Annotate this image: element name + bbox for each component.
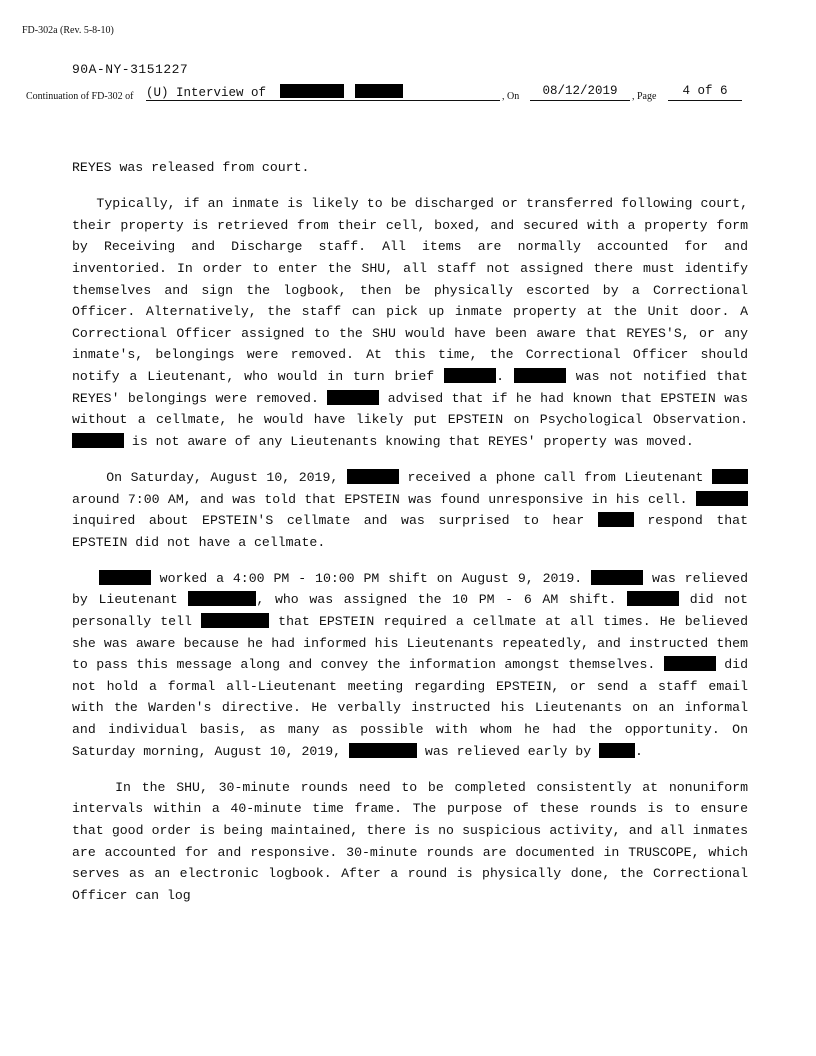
paragraph-text: inquired about EPSTEIN'S cellmate and was surprised to hear: [72, 513, 585, 529]
file-number: 90A-NY-3151227: [72, 62, 189, 77]
redaction-box: [188, 591, 256, 606]
page-number-field: 4 of 6: [668, 84, 742, 101]
paragraph-text: worked a 4:00 PM - 10:00 PM shift on August 9, 2019.: [159, 570, 583, 586]
paragraph-text: did not personally tell: [72, 592, 748, 630]
redaction-box: [664, 656, 716, 671]
paragraph-text: was not notified that REYES' belongings were removed.: [72, 368, 748, 406]
paragraph-text: In the SHU, 30-minute rounds need to be completed consistently at nonuniform intervals within a 40-minute time frame. The purpose of these rounds is to ensure that good order is being maintained, there is no suspicious activity, and all inmates are accounted for and responsive. 30-minute rounds are documented in TRUSCOPE, which serves as an electronic logbook. After a round is physically done, the Correctional Officer can log: [72, 779, 748, 903]
subject-field: [146, 84, 500, 101]
redaction-box: [712, 469, 748, 484]
redaction-box: [444, 368, 496, 383]
continuation-line: [26, 84, 786, 104]
paragraph-text: On Saturday, August 10, 2019,: [106, 469, 339, 485]
form-code: FD-302a (Rev. 5-8-10): [22, 25, 114, 36]
paragraph-text: .: [635, 743, 643, 759]
redaction-box: [355, 84, 403, 98]
paragraph-text: that EPSTEIN required a cellmate at all times. He believed she was aware because he had informed his Lieutenants repeatedly, and instructed them to pass this message along and convey the information amongst themselves.: [72, 614, 748, 673]
redaction-box: [627, 591, 679, 606]
redaction-box: [327, 390, 379, 405]
paragraph-text: Typically, if an inmate is likely to be discharged or transferred following court, their property is retrieved from their cell, boxed, and secured with a property form by Receiving and Discharge staff. All items are normally accounted for and inventoried. In order to enter the SHU, all staff not assigned there must identify themselves and sign the logbook, then be physically escorted by a Correctional Officer. Alternatively, the staff can pick up inmate property at the Unit door. A Correctional Officer assigned to the SHU would have been aware that REYES'S, or any inmate's, belongings were removed. At this time, the Correctional Officer should notify a Lieutenant, who would in turn brief: [72, 196, 748, 384]
on-label: , On: [502, 91, 520, 102]
subject-text: (U) Interview of: [146, 86, 267, 100]
paragraph-text: REYES was released from court.: [72, 160, 310, 175]
continuation-label: Continuation of FD-302 of: [26, 91, 134, 102]
redaction-box: [201, 613, 269, 628]
paragraph-text: was relieved by Lieutenant: [72, 570, 748, 608]
redaction-box: [72, 433, 124, 448]
redaction-box: [591, 570, 643, 585]
paragraph-text: respond that EPSTEIN did not have a cellmate.: [72, 513, 748, 550]
redaction-box: [99, 570, 151, 585]
redaction-box: [598, 512, 634, 527]
redaction-box: [349, 743, 417, 758]
paragraph: [72, 568, 748, 762]
paragraph-text: .: [496, 368, 504, 384]
redaction-box: [280, 84, 344, 98]
paragraph-text: was relieved early by: [424, 743, 592, 759]
paragraph-text: advised that if he had known that EPSTEIN was without a cellmate, he would have likely put EPSTEIN on Psychological Observation.: [72, 390, 748, 428]
paragraph: [72, 157, 748, 179]
redaction-box: [347, 469, 399, 484]
paragraph-text: around 7:00 AM, and was told that EPSTEIN was found unresponsive in his cell.: [72, 491, 688, 507]
paragraph: [72, 777, 748, 907]
date-field: 08/12/2019: [530, 84, 630, 101]
paragraph-text: did not hold a formal all-Lieutenant meeting regarding EPSTEIN, or send a staff email with the Warden's directive. He verbally instructed his Lieutenants on an informal and individual basis, as many as possible with whom he had the opportunity. On Saturday morning, August 10, 2019,: [72, 657, 748, 759]
redaction-box: [696, 491, 748, 506]
paragraph-text: , who was assigned the 10 PM - 6 AM shift.: [256, 592, 617, 608]
paragraph-text: is not aware of any Lieutenants knowing that REYES' property was moved.: [131, 433, 694, 449]
paragraph-text: received a phone call from Lieutenant: [407, 469, 704, 485]
page-label: , Page: [632, 91, 657, 102]
paragraph: [72, 467, 748, 553]
redaction-box: [599, 743, 635, 758]
redaction-box: [514, 368, 566, 383]
paragraph: [72, 193, 748, 452]
document-body: [72, 157, 748, 921]
